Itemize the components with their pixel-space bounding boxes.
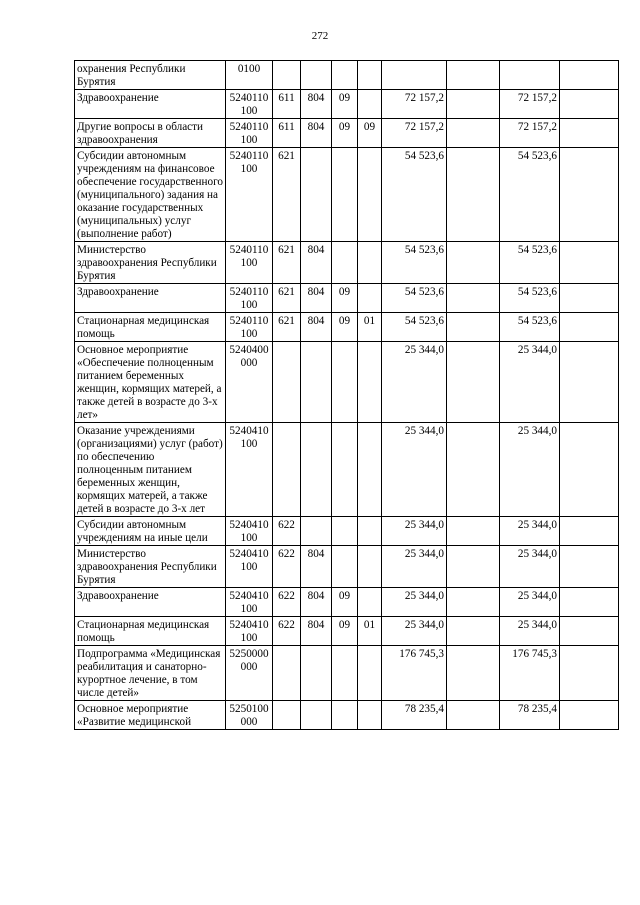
- table-row: [75, 588, 619, 617]
- cell-section: 09: [332, 313, 358, 342]
- cell-amount-2: 72 157,2: [500, 90, 560, 119]
- cell-amount-2: 25 344,0: [500, 342, 560, 423]
- table-row: [75, 517, 619, 546]
- cell-section: 09: [332, 588, 358, 617]
- cell-target-code: 5240110100: [226, 284, 273, 313]
- cell-amount-2: 25 344,0: [500, 588, 560, 617]
- cell-empty-1: [447, 646, 500, 701]
- cell-name: Министерство здравоохранения Республики Бурятия: [75, 242, 226, 284]
- budget-table: [74, 60, 619, 730]
- cell-subsection: [358, 588, 382, 617]
- cell-empty-2: [560, 588, 619, 617]
- cell-empty-2: [560, 517, 619, 546]
- cell-amount-1: 54 523,6: [382, 284, 447, 313]
- cell-amount-1: 54 523,6: [382, 148, 447, 242]
- cell-amount-2: 25 344,0: [500, 617, 560, 646]
- cell-section: [332, 242, 358, 284]
- cell-amount-2: 176 745,3: [500, 646, 560, 701]
- cell-empty-2: [560, 119, 619, 148]
- cell-ministry-code: 804: [301, 313, 332, 342]
- cell-empty-1: [447, 423, 500, 517]
- cell-amount-1: 25 344,0: [382, 517, 447, 546]
- cell-ministry-code: [301, 342, 332, 423]
- cell-section: [332, 148, 358, 242]
- cell-subsection: [358, 517, 382, 546]
- cell-empty-1: [447, 61, 500, 90]
- cell-ministry-code: 804: [301, 119, 332, 148]
- cell-amount-1: 25 344,0: [382, 546, 447, 588]
- cell-amount-1: 78 235,4: [382, 701, 447, 730]
- cell-empty-2: [560, 313, 619, 342]
- cell-amount-2: 25 344,0: [500, 546, 560, 588]
- cell-section: [332, 423, 358, 517]
- cell-ministry-code: 804: [301, 546, 332, 588]
- cell-section: [332, 546, 358, 588]
- cell-name: Оказание учреждениями (организациями) услуг (работ) по обеспечению полноценным питанием беременных женщин, кормящих матерей, а также детей в возрасте до 3-х лет: [75, 423, 226, 517]
- cell-target-code: 5240400000: [226, 342, 273, 423]
- cell-name: Стационарная медицинская помощь: [75, 313, 226, 342]
- cell-empty-2: [560, 423, 619, 517]
- cell-empty-1: [447, 617, 500, 646]
- cell-expense-type: [273, 646, 301, 701]
- cell-expense-type: [273, 61, 301, 90]
- cell-subsection: [358, 90, 382, 119]
- cell-target-code: 5240110100: [226, 119, 273, 148]
- cell-empty-2: [560, 90, 619, 119]
- cell-empty-1: [447, 517, 500, 546]
- cell-subsection: 01: [358, 617, 382, 646]
- cell-subsection: [358, 61, 382, 90]
- cell-expense-type: 621: [273, 148, 301, 242]
- table-row: [75, 284, 619, 313]
- cell-amount-2: [500, 61, 560, 90]
- table-row: [75, 617, 619, 646]
- cell-empty-1: [447, 588, 500, 617]
- cell-expense-type: 622: [273, 517, 301, 546]
- cell-name: Здравоохранение: [75, 284, 226, 313]
- cell-amount-2: 54 523,6: [500, 242, 560, 284]
- cell-amount-1: 176 745,3: [382, 646, 447, 701]
- cell-expense-type: [273, 342, 301, 423]
- cell-empty-1: [447, 90, 500, 119]
- cell-empty-1: [447, 148, 500, 242]
- cell-empty-2: [560, 546, 619, 588]
- table-row: [75, 61, 619, 90]
- cell-target-code: 5240410100: [226, 546, 273, 588]
- cell-subsection: [358, 546, 382, 588]
- cell-name: Основное мероприятие «Обеспечение полноценным питанием беременных женщин, кормящих матерей, а также детей в возрасте до 3-х лет»: [75, 342, 226, 423]
- cell-name: Основное мероприятие «Развитие медицинской: [75, 701, 226, 730]
- cell-ministry-code: 804: [301, 588, 332, 617]
- cell-empty-2: [560, 284, 619, 313]
- cell-expense-type: 611: [273, 90, 301, 119]
- cell-amount-2: 25 344,0: [500, 423, 560, 517]
- cell-empty-2: [560, 242, 619, 284]
- cell-name: Другие вопросы в области здравоохранения: [75, 119, 226, 148]
- table-row: [75, 242, 619, 284]
- cell-subsection: [358, 148, 382, 242]
- cell-amount-1: 25 344,0: [382, 342, 447, 423]
- cell-name: охранения Республики Бурятия: [75, 61, 226, 90]
- cell-amount-1: 25 344,0: [382, 423, 447, 517]
- table-row: [75, 148, 619, 242]
- cell-ministry-code: [301, 423, 332, 517]
- cell-ministry-code: [301, 148, 332, 242]
- cell-ministry-code: 804: [301, 617, 332, 646]
- cell-amount-1: 25 344,0: [382, 588, 447, 617]
- cell-target-code: 5250100000: [226, 701, 273, 730]
- cell-amount-2: 25 344,0: [500, 517, 560, 546]
- cell-section: 09: [332, 284, 358, 313]
- cell-target-code: 5240110100: [226, 313, 273, 342]
- cell-amount-1: 25 344,0: [382, 617, 447, 646]
- table-row: [75, 313, 619, 342]
- cell-empty-1: [447, 546, 500, 588]
- cell-subsection: [358, 646, 382, 701]
- cell-empty-1: [447, 119, 500, 148]
- cell-empty-1: [447, 242, 500, 284]
- cell-target-code: 5250000000: [226, 646, 273, 701]
- cell-subsection: [358, 242, 382, 284]
- cell-ministry-code: 804: [301, 284, 332, 313]
- cell-section: [332, 646, 358, 701]
- cell-amount-2: 54 523,6: [500, 148, 560, 242]
- table-row: [75, 342, 619, 423]
- cell-empty-2: [560, 646, 619, 701]
- cell-name: Подпрограмма «Медицинская реабилитация и санаторно-курортное лечение, в том числе детей»: [75, 646, 226, 701]
- table-row: [75, 423, 619, 517]
- cell-expense-type: 611: [273, 119, 301, 148]
- cell-subsection: 01: [358, 313, 382, 342]
- cell-subsection: [358, 284, 382, 313]
- cell-empty-1: [447, 313, 500, 342]
- table-row: [75, 90, 619, 119]
- cell-target-code: 0100: [226, 61, 273, 90]
- cell-target-code: 5240110100: [226, 90, 273, 119]
- cell-section: [332, 61, 358, 90]
- cell-expense-type: 622: [273, 546, 301, 588]
- cell-empty-2: [560, 701, 619, 730]
- cell-name: Здравоохранение: [75, 588, 226, 617]
- table-row: [75, 546, 619, 588]
- cell-expense-type: [273, 701, 301, 730]
- cell-ministry-code: [301, 517, 332, 546]
- cell-target-code: 5240110100: [226, 148, 273, 242]
- cell-expense-type: 621: [273, 242, 301, 284]
- cell-section: [332, 701, 358, 730]
- cell-subsection: [358, 342, 382, 423]
- cell-expense-type: 621: [273, 313, 301, 342]
- cell-expense-type: 622: [273, 617, 301, 646]
- cell-amount-2: 54 523,6: [500, 284, 560, 313]
- page-number: 272: [311, 30, 329, 42]
- cell-ministry-code: 804: [301, 90, 332, 119]
- cell-target-code: 5240110100: [226, 242, 273, 284]
- cell-subsection: 09: [358, 119, 382, 148]
- cell-amount-2: 72 157,2: [500, 119, 560, 148]
- cell-amount-1: 72 157,2: [382, 119, 447, 148]
- cell-ministry-code: [301, 61, 332, 90]
- cell-name: Субсидии автономным учреждениям на иные цели: [75, 517, 226, 546]
- cell-amount-1: 54 523,6: [382, 313, 447, 342]
- cell-ministry-code: [301, 701, 332, 730]
- table-row: [75, 119, 619, 148]
- cell-amount-1: 54 523,6: [382, 242, 447, 284]
- cell-name: Субсидии автономным учреждениям на финансовое обеспечение государственного (муниципального) задания на оказание государственных (муниципальных) услуг (выполнение работ): [75, 148, 226, 242]
- cell-section: 09: [332, 617, 358, 646]
- cell-expense-type: 622: [273, 588, 301, 617]
- cell-target-code: 5240410100: [226, 588, 273, 617]
- cell-empty-2: [560, 61, 619, 90]
- cell-amount-2: 78 235,4: [500, 701, 560, 730]
- cell-name: Министерство здравоохранения Республики Бурятия: [75, 546, 226, 588]
- cell-section: [332, 517, 358, 546]
- cell-target-code: 5240410100: [226, 517, 273, 546]
- cell-empty-2: [560, 617, 619, 646]
- cell-empty-2: [560, 148, 619, 242]
- cell-subsection: [358, 423, 382, 517]
- cell-name: Здравоохранение: [75, 90, 226, 119]
- cell-empty-2: [560, 342, 619, 423]
- budget-table-body: [75, 61, 619, 730]
- table-row: [75, 701, 619, 730]
- cell-ministry-code: [301, 646, 332, 701]
- cell-target-code: 5240410100: [226, 617, 273, 646]
- cell-section: 09: [332, 119, 358, 148]
- cell-amount-1: 72 157,2: [382, 90, 447, 119]
- cell-name: Стационарная медицинская помощь: [75, 617, 226, 646]
- cell-section: 09: [332, 90, 358, 119]
- cell-empty-1: [447, 284, 500, 313]
- cell-empty-1: [447, 701, 500, 730]
- cell-section: [332, 342, 358, 423]
- cell-amount-2: 54 523,6: [500, 313, 560, 342]
- cell-amount-1: [382, 61, 447, 90]
- cell-ministry-code: 804: [301, 242, 332, 284]
- cell-expense-type: [273, 423, 301, 517]
- cell-empty-1: [447, 342, 500, 423]
- cell-expense-type: 621: [273, 284, 301, 313]
- table-row: [75, 646, 619, 701]
- cell-subsection: [358, 701, 382, 730]
- cell-target-code: 5240410100: [226, 423, 273, 517]
